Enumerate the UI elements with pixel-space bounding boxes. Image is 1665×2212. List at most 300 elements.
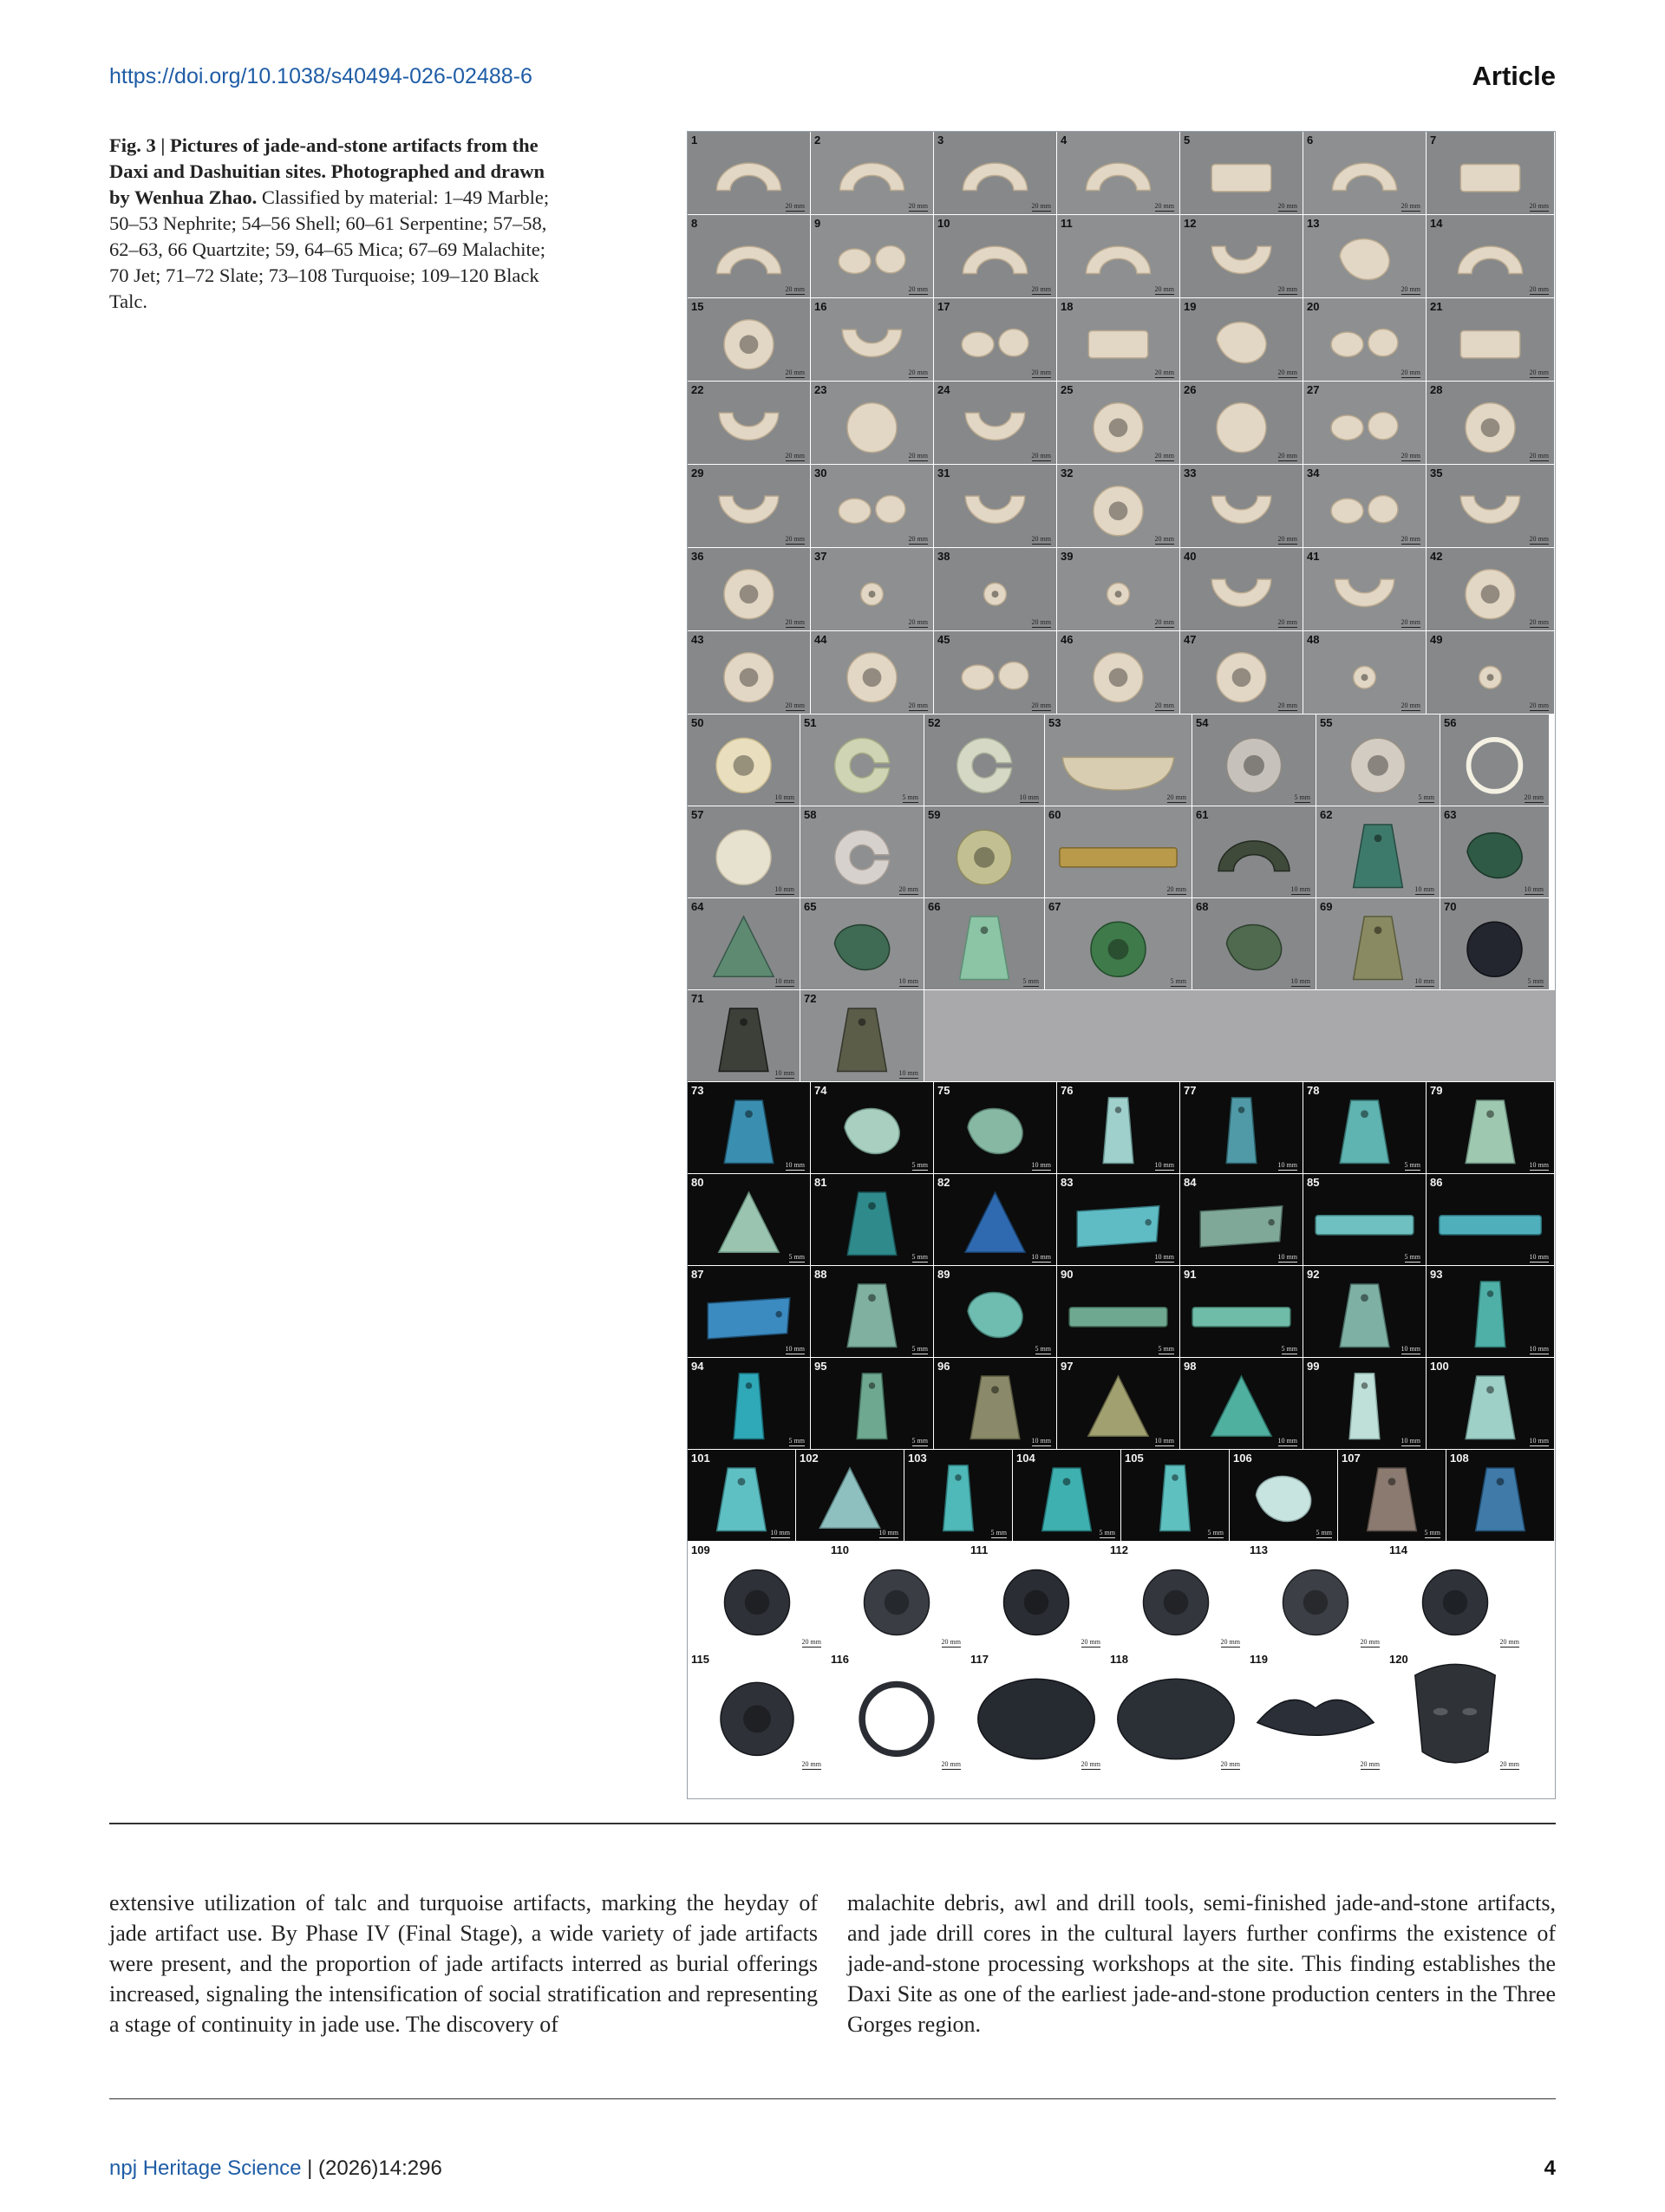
- scale-bar-label: 20 mm: [785, 369, 805, 376]
- artifact-number: 61: [1196, 808, 1209, 821]
- artifact-photo-77: [1180, 1082, 1303, 1173]
- scale-bar-label: 5 mm: [1022, 977, 1039, 985]
- artifact-photo-113: [1246, 1542, 1385, 1650]
- scale-bar-label: 10 mm: [1277, 1161, 1297, 1169]
- artifact-tile-108: [1446, 1450, 1554, 1541]
- scale-bar-label: 20 mm: [1277, 452, 1297, 460]
- artifact-tile-96: [934, 1358, 1056, 1449]
- artifact-tile-18: [1057, 298, 1179, 381]
- scale-bar-label: 20 mm: [785, 452, 805, 460]
- artifact-tile-7: [1427, 132, 1554, 214]
- artifact-number: 69: [1320, 900, 1333, 913]
- scale-bar-label: 5 mm: [1281, 1345, 1297, 1353]
- scale-bar-label: 20 mm: [785, 701, 805, 709]
- artifact-number: 113: [1250, 1543, 1268, 1556]
- artifact-tile-97: [1057, 1358, 1179, 1449]
- artifact-photo-66: [924, 898, 1044, 989]
- artifact-tile-21: [1427, 298, 1554, 381]
- artifact-tile-57: [688, 806, 800, 897]
- scale-bar-label: 10 mm: [898, 1069, 918, 1077]
- artifact-number: 99: [1307, 1360, 1320, 1373]
- scale-bar-label: 20 mm: [1401, 285, 1420, 293]
- artifact-tile-41: [1303, 548, 1426, 630]
- scale-bar-label: 20 mm: [1529, 701, 1549, 709]
- artifact-number: 25: [1061, 383, 1074, 396]
- artifact-number: 36: [691, 550, 704, 563]
- artifact-photo-75: [934, 1082, 1056, 1173]
- artifact-tile-115: [688, 1651, 826, 1772]
- scale-bar-label: 20 mm: [1524, 793, 1544, 801]
- scale-bar-label: 5 mm: [990, 1529, 1007, 1537]
- artifact-number: 91: [1184, 1268, 1197, 1281]
- artifact-photo-92: [1303, 1266, 1426, 1357]
- scale-bar-label: 10 mm: [1414, 885, 1434, 893]
- artifact-photo-119: [1246, 1651, 1385, 1772]
- caption-text: Classified by material: 1–49 Marble; 50–53 Nephrite; 54–56 Shell; 60–61 Serpentine; 57–58, 62–63, 66 Quartzite; 59, 64–65 Mica; 67–69 Malachite; 70 Jet; 71–72 Slate; 73–108 Turquoise; 109–120 Black Talc.: [109, 186, 550, 312]
- artifact-number: 43: [691, 633, 704, 646]
- artifact-photo-117: [967, 1651, 1106, 1772]
- scale-bar-label: 20 mm: [1031, 618, 1051, 626]
- artifact-photo-116: [827, 1651, 966, 1772]
- artifact-number: 117: [970, 1653, 989, 1666]
- artifact-number: 42: [1430, 550, 1443, 563]
- scale-bar-label: 10 mm: [774, 1069, 794, 1077]
- artifact-tile-62: [1316, 806, 1440, 897]
- artifact-number: 109: [691, 1543, 710, 1556]
- artifact-number: 32: [1061, 467, 1074, 480]
- artifact-number: 64: [691, 900, 704, 913]
- artifact-tile-99: [1303, 1358, 1426, 1449]
- artifact-tile-44: [811, 631, 933, 714]
- artifact-photo-70: [1440, 898, 1549, 989]
- artifact-number: 1: [691, 134, 698, 147]
- artifact-tile-71: [688, 990, 800, 1081]
- scale-bar-label: 20 mm: [1031, 285, 1051, 293]
- artifact-number: 110: [831, 1543, 849, 1556]
- scale-bar-label: 20 mm: [1031, 202, 1051, 210]
- artifact-number: 51: [804, 716, 817, 729]
- scale-bar-label: 20 mm: [1154, 535, 1174, 543]
- artifact-number: 87: [691, 1268, 704, 1281]
- artifact-number: 19: [1184, 300, 1197, 313]
- scale-bar-label: 10 mm: [774, 885, 794, 893]
- artifact-photo-109: [688, 1542, 826, 1650]
- scale-bar-label: 5 mm: [1527, 977, 1544, 985]
- scale-bar-label: 20 mm: [1529, 452, 1549, 460]
- artifact-tile-86: [1427, 1174, 1554, 1265]
- artifact-number: 77: [1184, 1084, 1197, 1097]
- scale-bar-label: 5 mm: [788, 1253, 805, 1261]
- artifact-number: 67: [1048, 900, 1061, 913]
- artifact-number: 33: [1184, 467, 1197, 480]
- scale-bar-label: 20 mm: [1401, 202, 1420, 210]
- artifact-number: 62: [1320, 808, 1333, 821]
- artifact-tile-17: [934, 298, 1056, 381]
- scale-bar-label: 20 mm: [1154, 452, 1174, 460]
- scale-bar-label: 5 mm: [1418, 793, 1434, 801]
- artifact-number: 14: [1430, 217, 1443, 230]
- scale-bar-label: 20 mm: [1277, 369, 1297, 376]
- artifact-tile-50: [688, 714, 800, 806]
- artifact-number: 108: [1450, 1452, 1469, 1465]
- artifact-photo-61: [1192, 806, 1316, 897]
- artifact-number: 83: [1061, 1176, 1074, 1189]
- artifact-number: 86: [1430, 1176, 1443, 1189]
- artifact-tile-88: [811, 1266, 933, 1357]
- artifact-photo-72: [800, 990, 924, 1081]
- artifact-tile-89: [934, 1266, 1056, 1357]
- scale-bar-label: 20 mm: [1360, 1760, 1380, 1768]
- artifact-number: 120: [1389, 1653, 1408, 1666]
- artifact-photo-93: [1427, 1266, 1554, 1357]
- scale-bar-label: 20 mm: [1277, 285, 1297, 293]
- artifact-tile-31: [934, 465, 1056, 547]
- scale-bar-label: 20 mm: [1401, 452, 1420, 460]
- scale-bar-label: 20 mm: [1154, 369, 1174, 376]
- artifact-number: 72: [804, 992, 817, 1005]
- artifact-photo-97: [1057, 1358, 1179, 1449]
- figure-caption: [109, 133, 569, 315]
- artifact-tile-19: [1180, 298, 1303, 381]
- scale-bar-label: 5 mm: [1099, 1529, 1115, 1537]
- artifact-number: 24: [937, 383, 950, 396]
- artifact-number: 63: [1444, 808, 1457, 821]
- scale-bar-label: 20 mm: [1529, 535, 1549, 543]
- artifact-tile-110: [827, 1542, 966, 1650]
- artifact-tile-56: [1440, 714, 1549, 806]
- caption-label: Fig. 3 | Pictures of jade-and-stone artifacts from the Daxi and Dashuitian sites. Photographed and drawn by Wenhua Zhao.: [109, 134, 545, 208]
- artifact-tile-120: [1386, 1651, 1525, 1772]
- artifact-tile-77: [1180, 1082, 1303, 1173]
- artifact-number: 75: [937, 1084, 950, 1097]
- artifact-photo-110: [827, 1542, 966, 1650]
- scale-bar-label: 5 mm: [788, 1437, 805, 1445]
- doi-link[interactable]: https://doi.org/10.1038/s40494-026-02488-6: [109, 64, 532, 88]
- artifact-photo-78: [1303, 1082, 1426, 1173]
- artifact-number: 73: [691, 1084, 704, 1097]
- artifact-photo-112: [1107, 1542, 1245, 1650]
- artifact-number: 35: [1430, 467, 1443, 480]
- artifact-tile-72: [800, 990, 924, 1081]
- scale-bar-label: 20 mm: [908, 535, 928, 543]
- artifact-number: 16: [814, 300, 827, 313]
- artifact-tile-114: [1386, 1542, 1525, 1650]
- scale-bar-label: 20 mm: [1031, 369, 1051, 376]
- artifact-tile-95: [811, 1358, 933, 1449]
- artifact-number: 30: [814, 467, 827, 480]
- artifact-photo-94: [688, 1358, 810, 1449]
- artifact-number: 13: [1307, 217, 1320, 230]
- artifact-tile-53: [1045, 714, 1192, 806]
- artifact-number: 26: [1184, 383, 1197, 396]
- artifact-number: 53: [1048, 716, 1061, 729]
- artifact-tile-69: [1316, 898, 1440, 989]
- scale-bar-label: 10 mm: [1401, 1345, 1420, 1353]
- artifact-tile-94: [688, 1358, 810, 1449]
- artifact-photo-50: [688, 714, 800, 806]
- scale-bar-label: 10 mm: [1277, 1253, 1297, 1261]
- artifact-number: 60: [1048, 808, 1061, 821]
- artifact-photo-plate: [687, 131, 1556, 1799]
- scale-bar-label: 20 mm: [1166, 793, 1186, 801]
- artifact-tile-98: [1180, 1358, 1303, 1449]
- artifact-number: 48: [1307, 633, 1320, 646]
- artifact-number: 97: [1061, 1360, 1074, 1373]
- artifact-tile-52: [924, 714, 1044, 806]
- artifact-tile-78: [1303, 1082, 1426, 1173]
- scale-bar-label: 20 mm: [1401, 535, 1420, 543]
- scale-bar-label: 5 mm: [911, 1253, 928, 1261]
- artifact-number: 59: [928, 808, 941, 821]
- artifact-tile-29: [688, 465, 810, 547]
- artifact-tile-47: [1180, 631, 1303, 714]
- artifact-tile-60: [1045, 806, 1192, 897]
- artifact-number: 58: [804, 808, 817, 821]
- artifact-tile-116: [827, 1651, 966, 1772]
- scale-bar-label: 20 mm: [1220, 1760, 1240, 1768]
- artifact-tile-102: [796, 1450, 904, 1541]
- scale-bar-label: 20 mm: [1401, 701, 1420, 709]
- scale-bar-label: 20 mm: [1499, 1760, 1519, 1768]
- scale-bar-label: 20 mm: [941, 1638, 961, 1646]
- artifact-photo-62: [1316, 806, 1440, 897]
- artifact-photo-63: [1440, 806, 1549, 897]
- body-text-left-column: extensive utilization of talc and turquoise artifacts, marking the heyday of jade artifact use. By Phase IV (Final Stage), a wide variety of jade artifacts were present, and the proportion of jade artifacts interred as burial offerings increased, signaling the intensification of social stratification and representing a stage of continuity in jade use. The discovery of: [109, 1890, 818, 2037]
- scale-bar-label: 10 mm: [1529, 1345, 1549, 1353]
- artifact-number: 112: [1110, 1543, 1128, 1556]
- artifact-tile-37: [811, 548, 933, 630]
- artifact-tile-90: [1057, 1266, 1179, 1357]
- artifact-photo-76: [1057, 1082, 1179, 1173]
- artifact-number: 78: [1307, 1084, 1320, 1097]
- scale-bar-label: 10 mm: [1019, 793, 1039, 801]
- artifact-number: 49: [1430, 633, 1443, 646]
- artifact-number: 47: [1184, 633, 1197, 646]
- artifact-number: 57: [691, 808, 704, 821]
- scale-bar-label: 10 mm: [1529, 1437, 1549, 1445]
- artifact-tile-74: [811, 1082, 933, 1173]
- artifact-number: 118: [1110, 1653, 1128, 1666]
- artifact-tile-9: [811, 215, 933, 297]
- artifact-tile-5: [1180, 132, 1303, 214]
- artifact-photo-84: [1180, 1174, 1303, 1265]
- artifact-number: 107: [1342, 1452, 1361, 1465]
- artifact-number: 20: [1307, 300, 1320, 313]
- artifact-number: 81: [814, 1176, 827, 1189]
- scale-bar-label: 5 mm: [911, 1345, 928, 1353]
- artifact-tile-117: [967, 1651, 1106, 1772]
- artifact-number: 94: [691, 1360, 704, 1373]
- artifact-tile-68: [1192, 898, 1316, 989]
- artifact-number: 23: [814, 383, 827, 396]
- scale-bar-label: 10 mm: [1031, 1437, 1051, 1445]
- artifact-tile-12: [1180, 215, 1303, 297]
- artifact-number: 22: [691, 383, 704, 396]
- artifact-photo-88: [811, 1266, 933, 1357]
- scale-bar-label: 10 mm: [785, 1161, 805, 1169]
- artifact-tile-118: [1107, 1651, 1245, 1772]
- scale-bar-label: 5 mm: [1035, 1345, 1051, 1353]
- artifact-photo-90: [1057, 1266, 1179, 1357]
- footer-divider: [109, 2098, 1556, 2099]
- artifact-tile-8: [688, 215, 810, 297]
- scale-bar-label: 20 mm: [1031, 535, 1051, 543]
- scale-bar-label: 10 mm: [1154, 1161, 1174, 1169]
- artifact-photo-120: [1386, 1651, 1525, 1772]
- artifact-number: 95: [814, 1360, 827, 1373]
- artifact-tile-82: [934, 1174, 1056, 1265]
- artifact-tile-92: [1303, 1266, 1426, 1357]
- scale-bar-label: 5 mm: [1170, 977, 1186, 985]
- scale-bar-label: 10 mm: [1529, 1161, 1549, 1169]
- artifact-number: 50: [691, 716, 704, 729]
- artifact-tile-15: [688, 298, 810, 381]
- artifact-number: 7: [1430, 134, 1437, 147]
- scale-bar-label: 20 mm: [941, 1760, 961, 1768]
- artifact-photo-83: [1057, 1174, 1179, 1265]
- artifact-number: 5: [1184, 134, 1191, 147]
- artifact-number: 9: [814, 217, 821, 230]
- artifact-tile-66: [924, 898, 1044, 989]
- artifact-photo-86: [1427, 1174, 1554, 1265]
- artifact-tile-27: [1303, 382, 1426, 464]
- artifact-number: 92: [1307, 1268, 1320, 1281]
- artifact-tile-75: [934, 1082, 1056, 1173]
- artifact-tile-101: [688, 1450, 795, 1541]
- artifact-number: 93: [1430, 1268, 1443, 1281]
- artifact-number: 116: [831, 1653, 849, 1666]
- artifact-tile-73: [688, 1082, 810, 1173]
- artifact-number: 106: [1233, 1452, 1252, 1465]
- scale-bar-label: 20 mm: [1081, 1760, 1100, 1768]
- artifact-number: 119: [1250, 1653, 1268, 1666]
- artifact-tile-14: [1427, 215, 1554, 297]
- artifact-number: 21: [1430, 300, 1443, 313]
- artifact-number: 65: [804, 900, 817, 913]
- artifact-photo-96: [934, 1358, 1056, 1449]
- artifact-tile-28: [1427, 382, 1554, 464]
- scale-bar-label: 5 mm: [1207, 1529, 1224, 1537]
- scale-bar-label: 20 mm: [1277, 618, 1297, 626]
- scale-bar-label: 20 mm: [908, 618, 928, 626]
- artifact-number: 102: [800, 1452, 819, 1465]
- artifact-photo-51: [800, 714, 924, 806]
- artifact-tile-113: [1246, 1542, 1385, 1650]
- page-number: 4: [1544, 2157, 1556, 2180]
- artifact-tile-20: [1303, 298, 1426, 381]
- artifact-number: 85: [1307, 1176, 1320, 1189]
- body-text-right-column: malachite debris, awl and drill tools, semi-finished jade-and-stone artifacts, and jade drill cores in the cultural layers further confirms the existence of jade-and-stone processing workshops at the site. This finding establishes the Daxi Site as one of the earliest jade-and-stone production centers in the Three Gorges region.: [847, 1890, 1556, 2037]
- artifact-photo-69: [1316, 898, 1440, 989]
- artifact-number: 45: [937, 633, 950, 646]
- artifact-tile-45: [934, 631, 1056, 714]
- artifact-tile-105: [1121, 1450, 1229, 1541]
- artifact-number: 80: [691, 1176, 704, 1189]
- journal-name[interactable]: npj Heritage Science: [109, 2157, 302, 2180]
- artifact-tile-87: [688, 1266, 810, 1357]
- artifact-tile-42: [1427, 548, 1554, 630]
- artifact-tile-109: [688, 1542, 826, 1650]
- artifact-tile-1: [688, 132, 810, 214]
- artifact-photo-60: [1045, 806, 1192, 897]
- artifact-tile-65: [800, 898, 924, 989]
- artifact-photo-85: [1303, 1174, 1426, 1265]
- scale-bar-label: 10 mm: [785, 1345, 805, 1353]
- scale-bar-label: 10 mm: [1529, 1253, 1549, 1261]
- artifact-tile-79: [1427, 1082, 1554, 1173]
- scale-bar-label: 20 mm: [1154, 285, 1174, 293]
- artifact-photo-64: [688, 898, 800, 989]
- artifact-photo-115: [688, 1651, 826, 1772]
- artifact-number: 12: [1184, 217, 1197, 230]
- artifact-photo-98: [1180, 1358, 1303, 1449]
- artifact-number: 39: [1061, 550, 1074, 563]
- artifact-photo-65: [800, 898, 924, 989]
- artifact-tile-13: [1303, 215, 1426, 297]
- artifact-tile-49: [1427, 631, 1554, 714]
- scale-bar-label: 5 mm: [1316, 1529, 1332, 1537]
- artifact-tile-22: [688, 382, 810, 464]
- figure-divider: [109, 1823, 1556, 1824]
- scale-bar-label: 10 mm: [898, 977, 918, 985]
- artifact-tile-43: [688, 631, 810, 714]
- artifact-number: 114: [1389, 1543, 1407, 1556]
- artifact-tile-85: [1303, 1174, 1426, 1265]
- scale-bar-label: 20 mm: [908, 701, 928, 709]
- scale-bar-label: 10 mm: [1031, 1253, 1051, 1261]
- scale-bar-label: 10 mm: [1031, 1161, 1051, 1169]
- scale-bar-label: 20 mm: [1031, 701, 1051, 709]
- artifact-tile-32: [1057, 465, 1179, 547]
- artifact-number: 74: [814, 1084, 827, 1097]
- artifact-tile-111: [967, 1542, 1106, 1650]
- scale-bar-label: 20 mm: [785, 285, 805, 293]
- article-type-label: Article: [1472, 61, 1556, 91]
- artifact-number: 38: [937, 550, 950, 563]
- artifact-number: 84: [1184, 1176, 1197, 1189]
- scale-bar-label: 10 mm: [1154, 1253, 1174, 1261]
- artifact-number: 27: [1307, 383, 1320, 396]
- artifact-number: 52: [928, 716, 941, 729]
- artifact-tile-6: [1303, 132, 1426, 214]
- artifact-number: 96: [937, 1360, 950, 1373]
- scale-bar-label: 20 mm: [785, 202, 805, 210]
- artifact-tile-10: [934, 215, 1056, 297]
- scale-bar-label: 10 mm: [878, 1529, 898, 1537]
- artifact-photo-79: [1427, 1082, 1554, 1173]
- artifact-tile-30: [811, 465, 933, 547]
- artifact-tile-54: [1192, 714, 1316, 806]
- artifact-photo-73: [688, 1082, 810, 1173]
- scale-bar-label: 20 mm: [908, 202, 928, 210]
- artifact-number: 82: [937, 1176, 950, 1189]
- artifact-tile-93: [1427, 1266, 1554, 1357]
- artifact-number: 44: [814, 633, 827, 646]
- scale-bar-label: 20 mm: [1277, 701, 1297, 709]
- artifact-photo-52: [924, 714, 1044, 806]
- artifact-photo-99: [1303, 1358, 1426, 1449]
- scale-bar-label: 20 mm: [908, 369, 928, 376]
- artifact-number: 17: [937, 300, 950, 313]
- artifact-photo-58: [800, 806, 924, 897]
- artifact-number: 3: [937, 134, 944, 147]
- artifact-tile-61: [1192, 806, 1316, 897]
- footer-citation: [109, 2157, 442, 2181]
- artifact-tile-84: [1180, 1174, 1303, 1265]
- artifact-tile-64: [688, 898, 800, 989]
- artifact-photo-118: [1107, 1651, 1245, 1772]
- scale-bar-label: 20 mm: [1154, 202, 1174, 210]
